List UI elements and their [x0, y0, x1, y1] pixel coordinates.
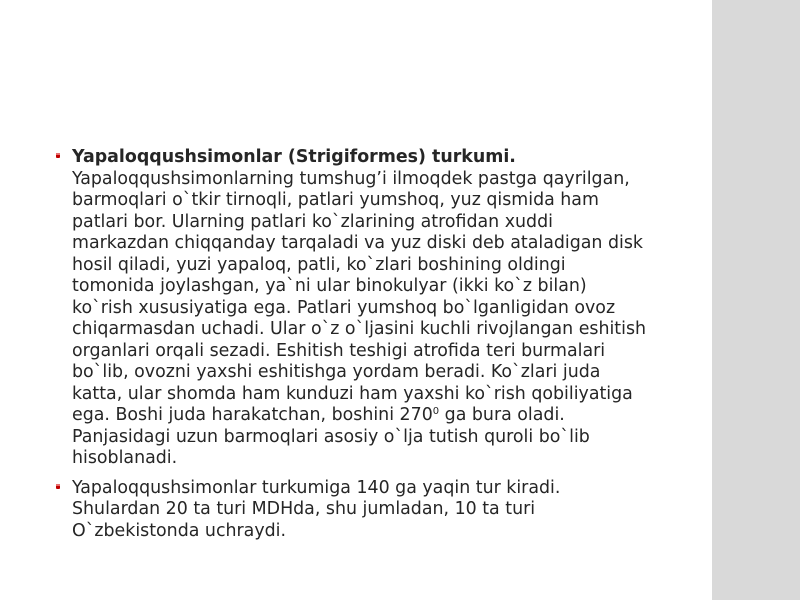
- slide-body: [48, 147, 648, 550]
- bullet-text: Yapaloqqushsimonlarning tumshug’i ilmoqdek pastga qayrilgan, barmoqlari o`tkir tirnoqli, patlari yumshoq, yuz qismida ham patlari bor. Ularning patlari ko`zlarining atrofidan xuddi markazdan chiqqanday tarqaladi va yuz diski deb ataladigan disk hosil qiladi, yuzi yapaloq, patli, ko`zlari boshining oldingi tomonida joylashgan, ya`ni ular binokulyar (ikki ko`z bilan) ko`rish xususiyatiga ega. Patlari yumshoq bo`lganligidan ovoz chiqarmasdan uchadi. Ular o`z o`ljasini kuchli rivojlangan eshitish organlari orqali sezadi. Eshitish teshigi atrofida teri burmalari bo`lib, ovozni yaxshi eshitishga yordam beradi. Ko`zlari juda katta, ular shomda ham kunduzi ham yaxshi ko`rish qobiliyatiga ega. Boshi juda harakatchan, boshini 270: [72, 168, 647, 425]
- bullet-heading: Yapaloqqushsimonlar (Strigiformes) turkumi.: [72, 147, 516, 167]
- degree-superscript: 0: [432, 406, 440, 417]
- bullet-item-1: [48, 147, 648, 470]
- bullet-text: Yapaloqqushsimonlar turkumiga 140 ga yaqin tur kiradi. Shulardan 20 ta turi MDHda, shu jumladan, 10 ta turi O`zbekistonda uchraydi.: [72, 477, 561, 541]
- bullet-text-continued: ga bura oladi. Panjasidagi uzun barmoqlari asosiy o`lja tutish quroli bo`lib hisoblanadi.: [72, 405, 590, 468]
- side-panel: [712, 0, 800, 600]
- bullet-item-2: [48, 478, 648, 543]
- bullet-icon: [56, 153, 60, 158]
- bullet-icon: [56, 484, 60, 489]
